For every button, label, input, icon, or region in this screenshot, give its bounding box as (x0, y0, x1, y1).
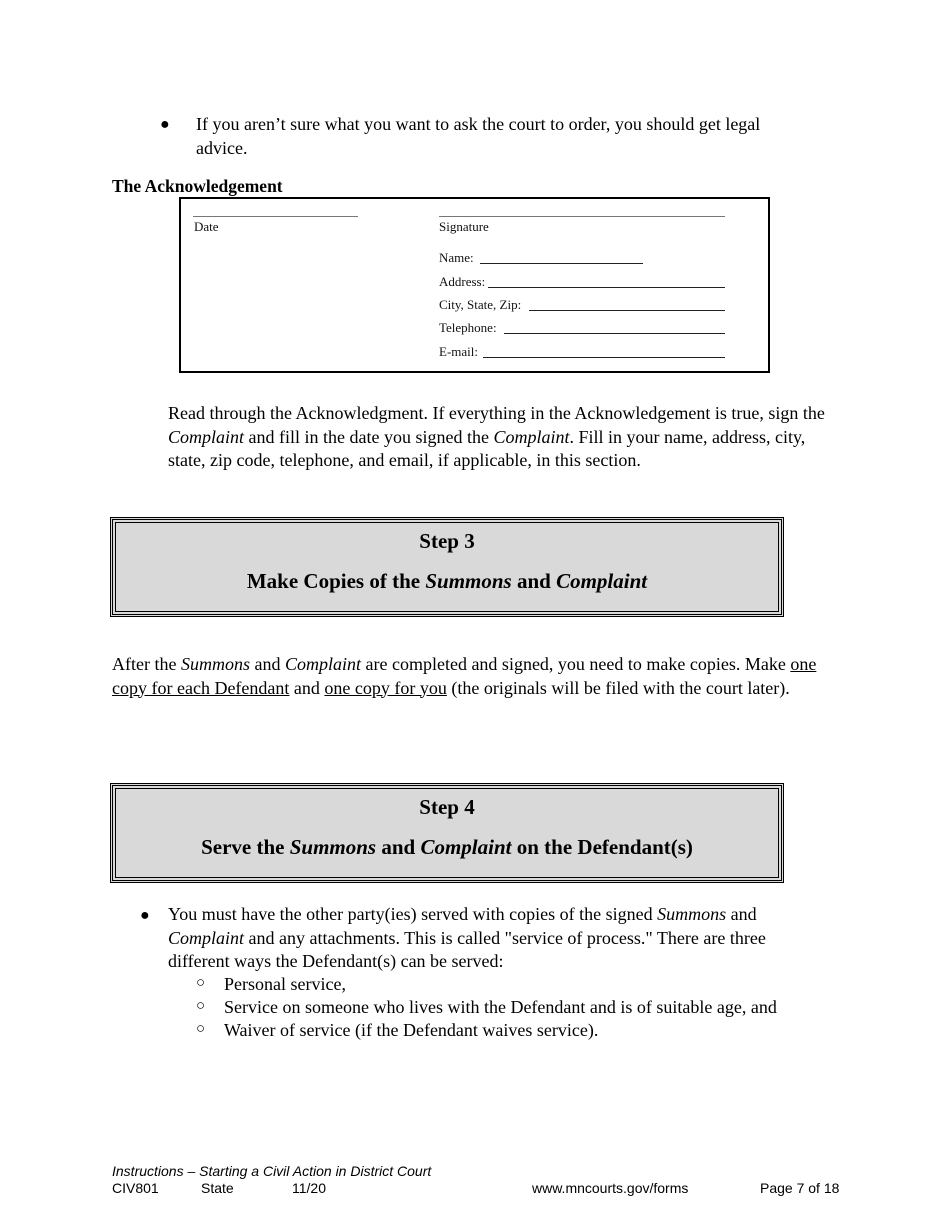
circle-bullet-icon: ○ (196, 975, 206, 991)
date-label: Date (194, 219, 219, 234)
step4-subtitle (113, 835, 781, 860)
text-run: on the Defendant(s) (511, 835, 693, 859)
step4-title: Step 4 (419, 795, 475, 819)
telephone-field[interactable] (504, 333, 725, 334)
text-run: Complaint (284, 654, 361, 674)
service-method-item: Service on someone who lives with the Defendant and is of suitable age, and (224, 997, 777, 1017)
text-run: (the originals will be filed with the court later). (446, 677, 790, 698)
text-run: and (511, 569, 557, 593)
service-method-item: Personal service, (224, 974, 346, 994)
address-field[interactable] (488, 287, 725, 288)
text-run: Serve the (201, 835, 290, 859)
city-state-zip-field[interactable] (529, 310, 725, 311)
service-bullet-text (168, 903, 818, 974)
address-label: Address: (439, 274, 486, 289)
name-label: Name: (439, 250, 474, 265)
email-label: E-mail: (439, 344, 478, 359)
text-run: Complaint (168, 927, 245, 948)
footer-page-number: Page 7 of 18 (760, 1180, 840, 1196)
service-method-item: Waiver of service (if the Defendant waives service). (224, 1020, 599, 1040)
telephone-label: Telephone: (439, 320, 497, 335)
footer-url[interactable]: www.mncourts.gov/forms (532, 1180, 689, 1196)
text-run: one copy for each Defendant (112, 654, 817, 698)
text-run: Complaint (420, 835, 512, 859)
bullet-icon: ● (160, 116, 170, 133)
date-line[interactable] (193, 216, 358, 217)
text-run: Summons (657, 904, 727, 924)
bullet-icon: ● (140, 907, 150, 924)
footer-form-id: CIV801 (112, 1180, 159, 1196)
text-run: Complaint (556, 569, 648, 593)
text-run: Make Copies of the (246, 569, 426, 593)
text-run: and any attachments. This is called "service of process." There are three different ways the Defendant(s) can be served: (168, 927, 766, 971)
copies-paragraph (112, 653, 824, 700)
text-run: . Fill in your name, address, city, state, zip code, telephone, and email, if applicable, in this section. (168, 426, 806, 470)
text-run: and (249, 654, 285, 674)
text-run: After the (112, 654, 181, 674)
footer-jurisdiction: State (201, 1180, 234, 1196)
text-run: and (726, 904, 757, 924)
text-run: Summons (180, 654, 250, 674)
intro-bullet-text: If you aren’t sure what you want to ask the court to order, you should get legal advice. (196, 114, 761, 158)
step4-box (110, 783, 784, 883)
signature-line[interactable] (439, 216, 725, 217)
name-field[interactable] (480, 263, 643, 264)
step3-box (110, 517, 784, 617)
text-run: and (376, 835, 421, 859)
acknowledgement-heading: The Acknowledgement (112, 176, 283, 196)
city-state-zip-label: City, State, Zip: (439, 297, 522, 312)
circle-bullet-icon: ○ (196, 1021, 206, 1037)
text-run: Complaint (168, 426, 245, 447)
text-run: are completed and signed, you need to make copies. Make (361, 654, 791, 674)
step3-title: Step 3 (419, 529, 475, 553)
step3-subtitle (113, 569, 781, 594)
text-run: one copy for you (324, 677, 447, 698)
text-run: Summons (425, 569, 512, 593)
text-run: Summons (289, 835, 377, 859)
circle-bullet-icon: ○ (196, 998, 206, 1014)
text-run: Read through the Acknowledgment. If everything in the Acknowledgement is true, sign the (168, 403, 825, 423)
text-run: Complaint (493, 426, 570, 447)
acknowledgement-instructions (168, 402, 838, 473)
email-field[interactable] (483, 357, 725, 358)
footer-title: Instructions – Starting a Civil Action in District Court (112, 1163, 432, 1179)
signature-label: Signature (439, 219, 489, 234)
text-run: and (289, 677, 325, 698)
acknowledgement-form (179, 197, 770, 373)
footer-date: 11/20 (292, 1180, 326, 1196)
text-run: You must have the other party(ies) served with copies of the signed (168, 904, 658, 924)
text-run: and fill in the date you signed the (244, 426, 494, 447)
